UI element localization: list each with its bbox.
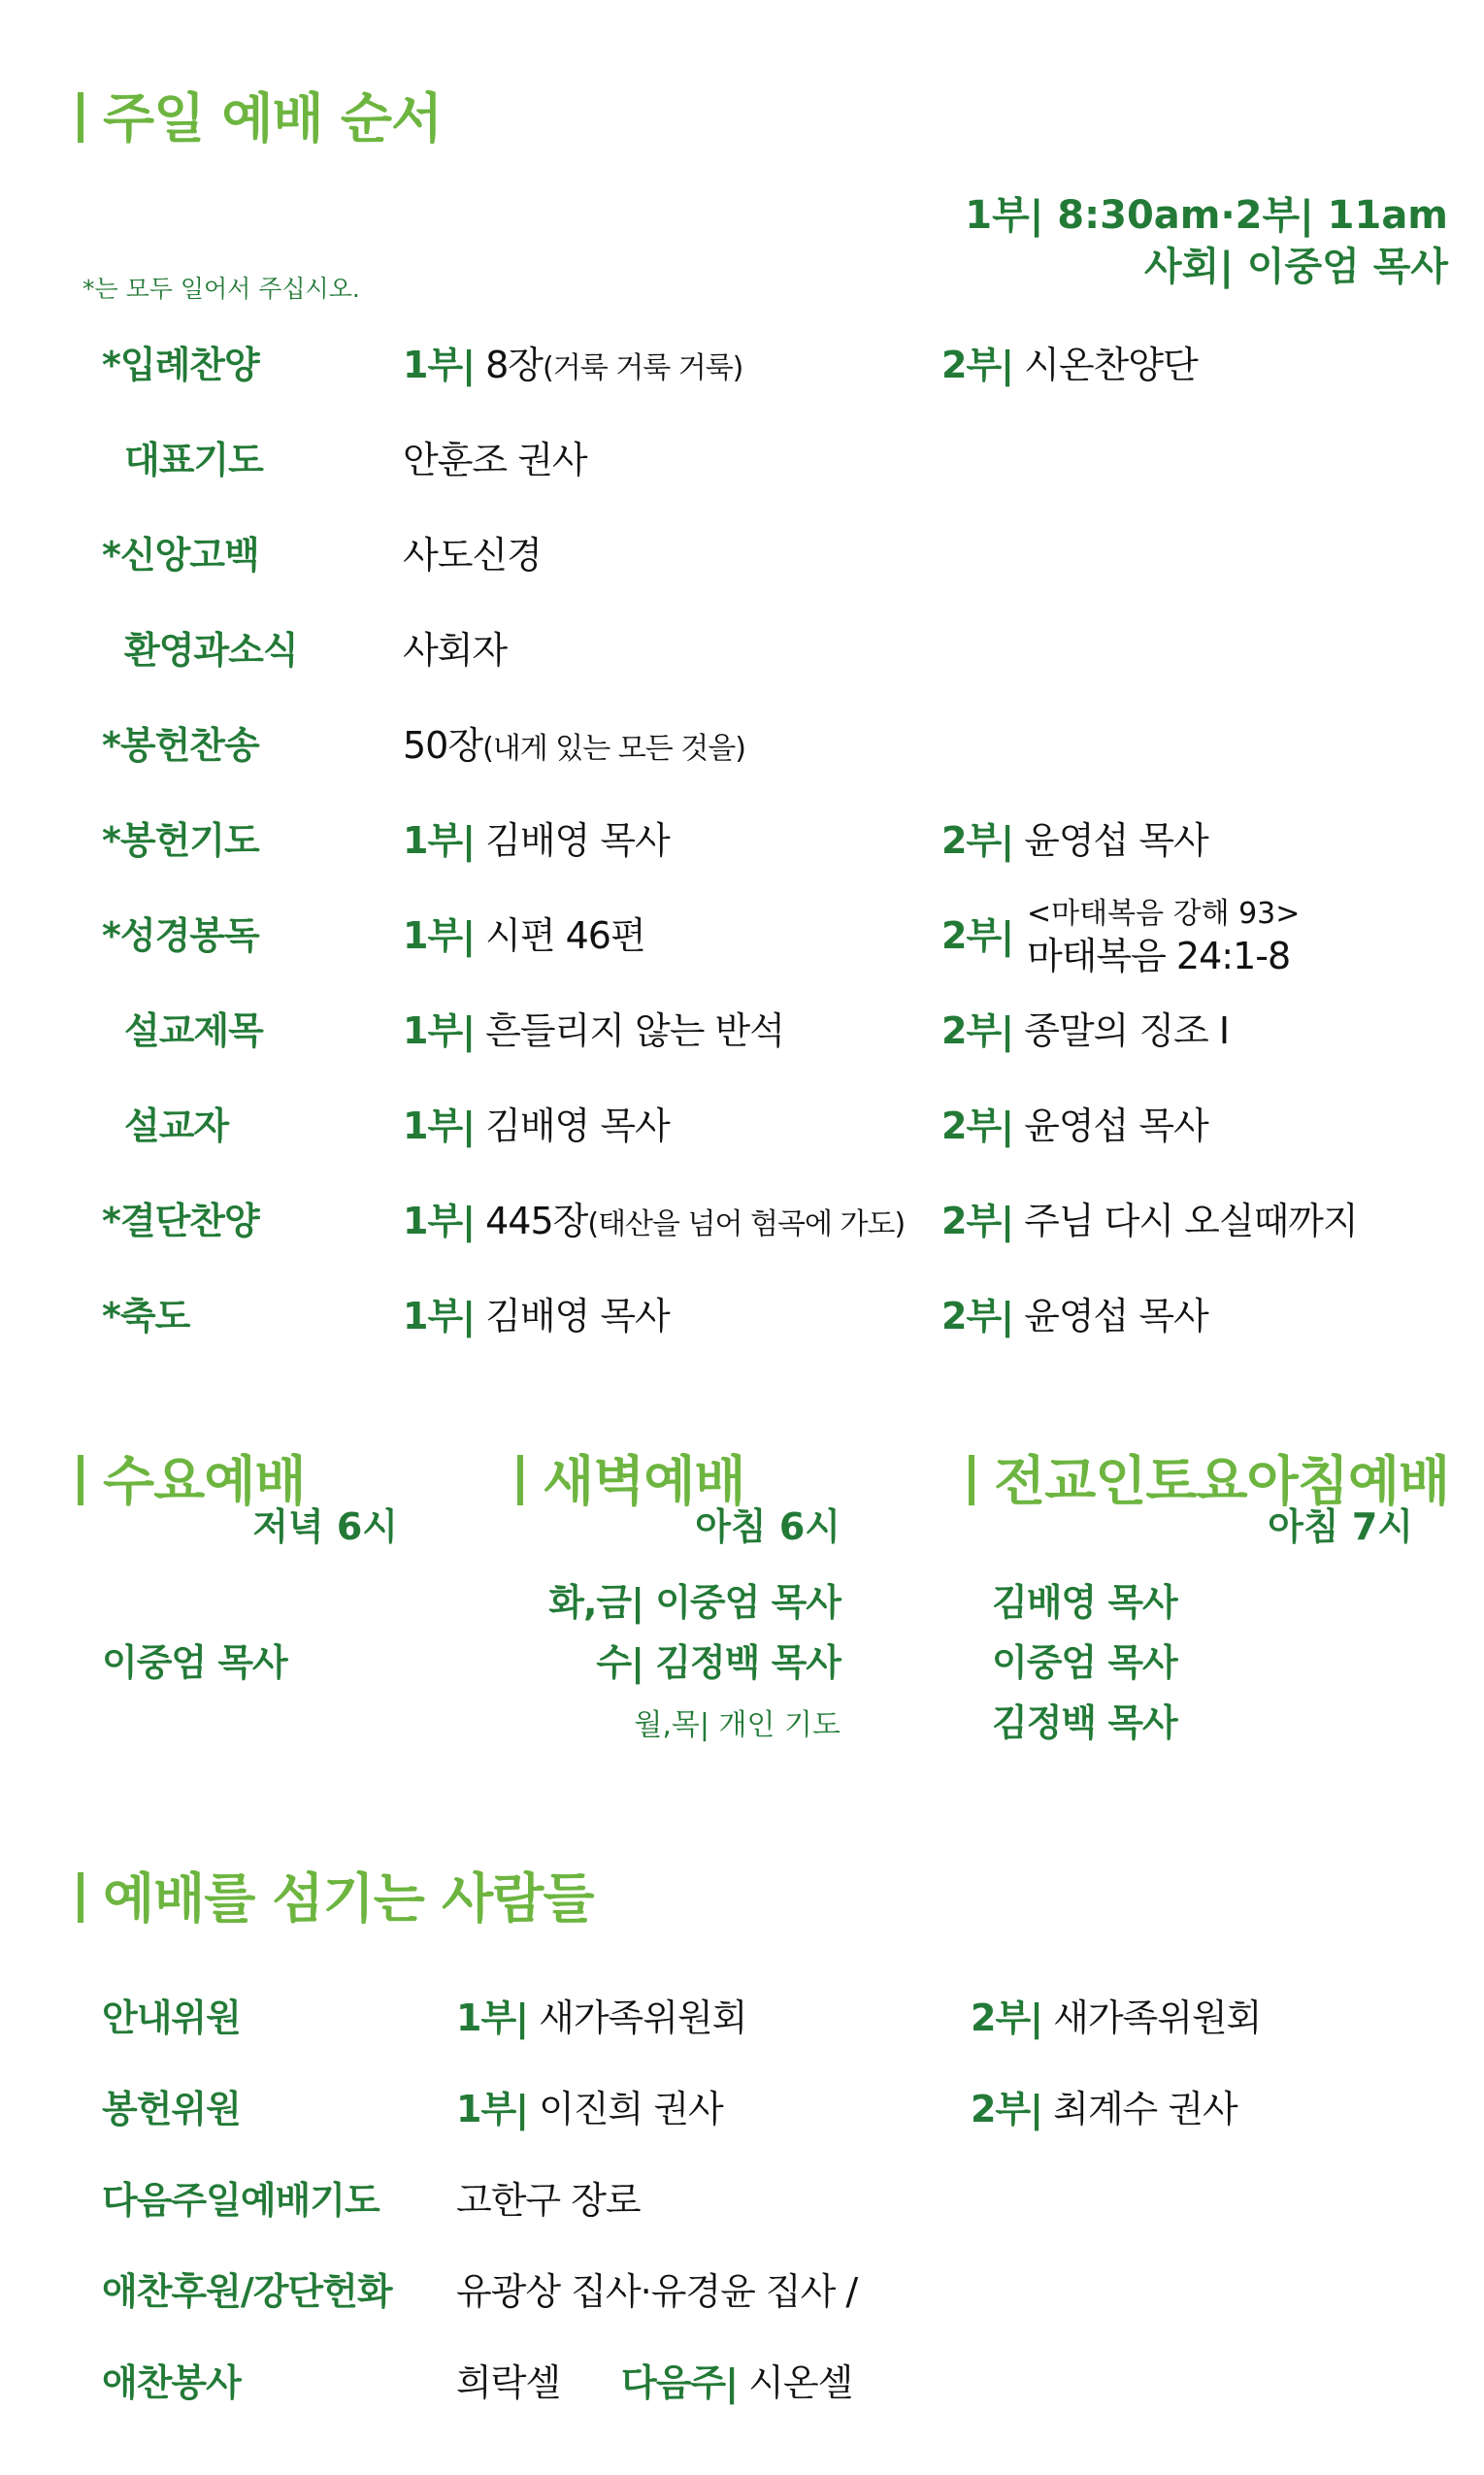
server-value: 유광상 집사·유경윤 집사 / (456, 2270, 858, 2313)
server-label: 애찬봉사 (102, 2361, 241, 2404)
order-label: 환영과소식 (124, 629, 298, 672)
order-part1: 1부| 김배영 목사 (403, 819, 670, 862)
order-part1: 1부| 흔들리지 않는 반석 (403, 1009, 784, 1052)
title-bar (78, 92, 83, 143)
dawn-time: 아침 6시 (695, 1505, 841, 1548)
dawn-leader-1: 화,금| 이중엄 목사 (548, 1581, 841, 1624)
saturday-leader: 김정백 목사 (992, 1701, 1177, 1744)
order-part2-label: 2부| (941, 914, 1014, 957)
server-part2: 2부| 새가족위원회 (971, 1996, 1262, 2039)
order-label: 설교자 (124, 1105, 229, 1147)
server-label: 다음주일예배기도 (102, 2179, 379, 2222)
order-part1: 1부| 8장(거룩 거룩 거룩) (403, 344, 743, 386)
order-part2: 2부| 윤영섭 목사 (941, 1105, 1208, 1147)
server-value: 희락셀 (456, 2361, 561, 2404)
order-part2: 2부| 종말의 징조 I (941, 1009, 1230, 1052)
worship-title: 주일 예배 순서 (78, 76, 442, 152)
order-part2: 2부| 윤영섭 목사 (941, 819, 1208, 862)
order-part2: 2부| 시온찬양단 (941, 344, 1198, 386)
server-label: 봉헌위원 (102, 2088, 241, 2130)
title-bar (517, 1455, 523, 1505)
next-week-server: 다음주| 시온셀 (621, 2361, 853, 2404)
order-part2: 2부| 윤영섭 목사 (941, 1295, 1208, 1337)
saturday-leader: 이중엄 목사 (992, 1641, 1177, 1684)
order-value: 안훈조 권사 (403, 439, 587, 481)
saturday-leader: 김배영 목사 (992, 1581, 1177, 1624)
order-label: 대표기도 (124, 439, 263, 481)
order-label: 설교제목 (124, 1009, 263, 1052)
standing-note: *는 모두 일어서 주십시오. (82, 275, 360, 303)
order-part1: 1부| 김배영 목사 (403, 1295, 670, 1337)
order-label: *봉헌기도 (102, 819, 259, 862)
order-label: *결단찬양 (102, 1200, 259, 1242)
order-label: *입례찬양 (102, 344, 259, 386)
order-label: *성경봉독 (102, 914, 259, 957)
order-part1: 1부| 시편 46편 (403, 914, 645, 957)
server-label: 애찬후원/강단헌화 (102, 2270, 392, 2313)
dawn-note: 월,목| 개인 기도 (634, 1708, 841, 1742)
order-label: *봉헌찬송 (102, 724, 259, 767)
wednesday-time: 저녁 6시 (252, 1505, 398, 1548)
service-times: 1부| 8:30am·2부| 11am (965, 193, 1448, 238)
order-part1: 1부| 445장(태산을 넘어 험곡에 가도) (403, 1200, 906, 1242)
service-host: 사회| 이중엄 목사 (1144, 245, 1448, 289)
servers-title: 예배를 섬기는 사람들 (78, 1856, 593, 1932)
wednesday-title: 수요예배 (78, 1438, 306, 1515)
server-part2: 2부| 최계수 권사 (971, 2088, 1237, 2130)
server-part1: 1부| 이진희 권사 (456, 2088, 723, 2130)
saturday-time: 아침 7시 (1268, 1505, 1413, 1548)
scripture-reading: 마태복음 24:1-8 (1027, 935, 1291, 977)
title-bar (78, 1872, 83, 1923)
server-value: 고한구 장로 (456, 2179, 641, 2222)
order-value: 사도신경 (403, 534, 542, 577)
order-value: 50장(내게 있는 모든 것을) (403, 724, 745, 767)
server-label: 안내위원 (102, 1996, 241, 2039)
order-part2: 2부| 주님 다시 오실때까지 (941, 1200, 1358, 1242)
sermon-series: <마태복음 강해 93> (1027, 897, 1301, 931)
dawn-leader-2: 수| 김정백 목사 (596, 1641, 841, 1684)
title-bar (969, 1455, 974, 1505)
order-value: 사회자 (403, 629, 508, 672)
server-part1: 1부| 새가족위원회 (456, 1996, 747, 2039)
wednesday-leader: 이중엄 목사 (102, 1641, 287, 1684)
order-label: *신앙고백 (102, 534, 259, 577)
dawn-title: 새벽예배 (517, 1438, 745, 1515)
order-label: *축도 (102, 1295, 190, 1337)
title-bar (78, 1455, 83, 1505)
saturday-title: 전교인토요아침예배 (969, 1438, 1449, 1515)
order-part1: 1부| 김배영 목사 (403, 1105, 670, 1147)
